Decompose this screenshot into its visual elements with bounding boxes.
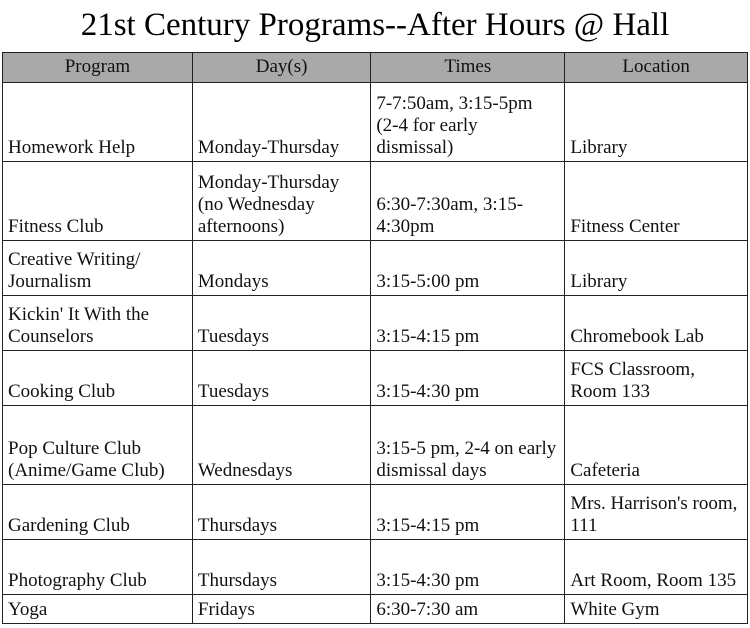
cell-days: Monday-Thursday (no Wednesday afternoons): [192, 162, 370, 241]
cell-times: 3:15-5:00 pm: [371, 241, 565, 296]
column-header-program: Program: [3, 53, 193, 83]
cell-days: Wednesdays: [192, 406, 370, 485]
cell-times: 3:15-4:30 pm: [371, 540, 565, 595]
cell-program: Gardening Club: [3, 485, 193, 540]
table-row: [3, 296, 748, 351]
cell-location: White Gym: [565, 595, 748, 624]
cell-days: Tuesdays: [192, 351, 370, 406]
cell-location: Chromebook Lab: [565, 296, 748, 351]
table-header-row: [3, 53, 748, 83]
table-row: [3, 83, 748, 162]
cell-location: Art Room, Room 135: [565, 540, 748, 595]
cell-days: Fridays: [192, 595, 370, 624]
cell-times: 3:15-4:15 pm: [371, 485, 565, 540]
cell-location: Mrs. Harrison's room, 111: [565, 485, 748, 540]
cell-times: 3:15-4:15 pm: [371, 296, 565, 351]
table-row: [3, 406, 748, 485]
column-header-location: Location: [565, 53, 748, 83]
cell-program: Fitness Club: [3, 162, 193, 241]
table-row: [3, 351, 748, 406]
cell-program: Cooking Club: [3, 351, 193, 406]
column-header-times: Times: [371, 53, 565, 83]
cell-program: Pop Culture Club (Anime/Game Club): [3, 406, 193, 485]
cell-program: Kickin' It With the Counselors: [3, 296, 193, 351]
cell-location: Library: [565, 241, 748, 296]
cell-times: 3:15-5 pm, 2-4 on early dismissal days: [371, 406, 565, 485]
cell-program: Homework Help: [3, 83, 193, 162]
cell-location: FCS Classroom, Room 133: [565, 351, 748, 406]
cell-days: Thursdays: [192, 540, 370, 595]
cell-location: Cafeteria: [565, 406, 748, 485]
cell-location: Library: [565, 83, 748, 162]
cell-location: Fitness Center: [565, 162, 748, 241]
table-row: [3, 595, 748, 624]
cell-times: 7-7:50am, 3:15-5pm (2-4 for early dismissal): [371, 83, 565, 162]
program-schedule-table: [2, 52, 748, 624]
page-title: 21st Century Programs--After Hours @ Hall: [80, 7, 670, 43]
table-row: [3, 241, 748, 296]
cell-times: 6:30-7:30 am: [371, 595, 565, 624]
table-row: [3, 485, 748, 540]
cell-program: Yoga: [3, 595, 193, 624]
table-row: [3, 540, 748, 595]
cell-days: Tuesdays: [192, 296, 370, 351]
table-row: [3, 162, 748, 241]
cell-times: 3:15-4:30 pm: [371, 351, 565, 406]
cell-days: Monday-Thursday: [192, 83, 370, 162]
cell-program: Creative Writing/ Journalism: [3, 241, 193, 296]
column-header-days: Day(s): [192, 53, 370, 83]
cell-times: 6:30-7:30am, 3:15-4:30pm: [371, 162, 565, 241]
cell-days: Mondays: [192, 241, 370, 296]
cell-days: Thursdays: [192, 485, 370, 540]
cell-program: Photography Club: [3, 540, 193, 595]
